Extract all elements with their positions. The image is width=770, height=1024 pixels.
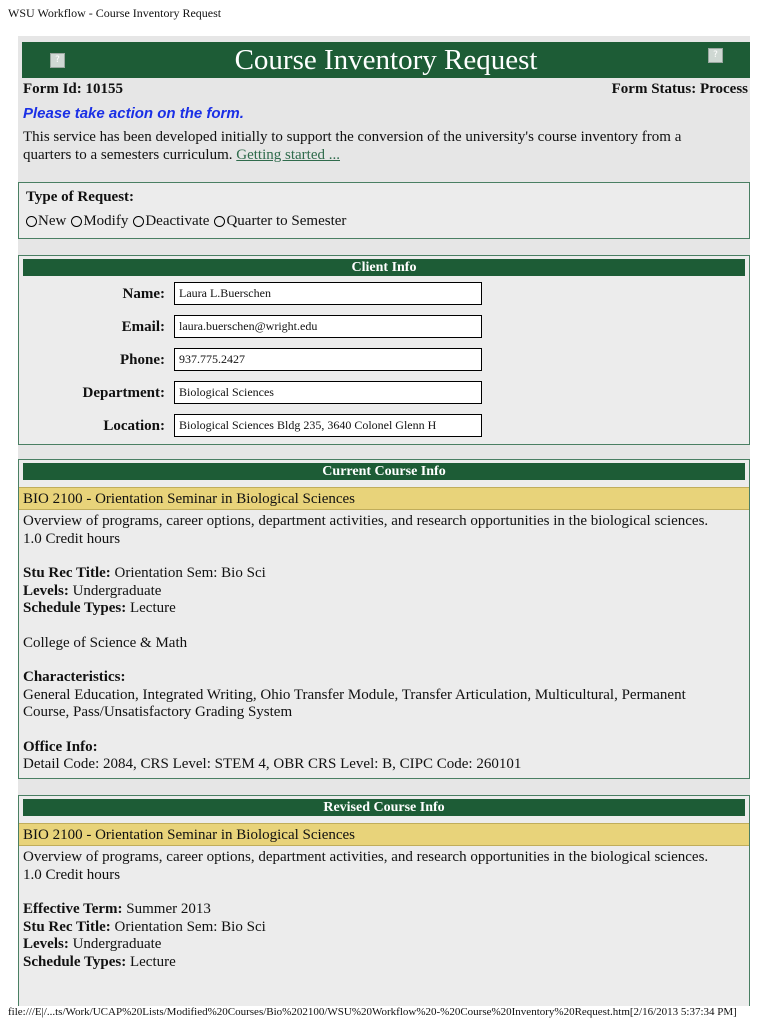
characteristics-value: General Education, Integrated Writing, Ohio Transfer Module, Transfer Articulation, Multicultural, Permanent Course, Pass/Unsatisfactory Grading System bbox=[23, 686, 686, 720]
revised-course-details bbox=[23, 849, 733, 971]
phone-field[interactable] bbox=[174, 348, 482, 371]
levels-line bbox=[23, 583, 733, 601]
credit-hours: 1.0 Credit hours bbox=[23, 866, 121, 883]
schedule-types-value: Lecture bbox=[129, 953, 176, 970]
stu-rec-title-line bbox=[23, 919, 733, 937]
client-row-phone bbox=[19, 347, 749, 371]
name-field[interactable] bbox=[174, 282, 482, 305]
revised-course-header: Revised Course Info bbox=[23, 799, 745, 816]
browser-tab-title: WSU Workflow - Course Inventory Request bbox=[8, 6, 222, 20]
radio-quarter-to-semester[interactable] bbox=[214, 213, 346, 230]
client-info-header: Client Info bbox=[23, 259, 745, 276]
request-type-options bbox=[26, 213, 346, 230]
schedule-types-label: Schedule Types: bbox=[23, 600, 127, 616]
name-label: Name: bbox=[122, 286, 165, 302]
client-row-email bbox=[19, 314, 749, 338]
stu-rec-title-line bbox=[23, 565, 733, 583]
schedule-types-line bbox=[23, 954, 733, 972]
revised-course-title: BIO 2100 - Orientation Seminar in Biological Sciences bbox=[19, 823, 749, 846]
header-banner bbox=[22, 42, 750, 78]
current-course-panel bbox=[18, 459, 750, 779]
levels-label: Levels: bbox=[23, 582, 69, 599]
revised-course-panel bbox=[18, 795, 750, 1006]
department-label: Department: bbox=[82, 385, 165, 401]
location-label: Location: bbox=[103, 418, 165, 434]
form-status: Form Status: Process bbox=[611, 81, 748, 97]
intro-text bbox=[23, 128, 723, 164]
client-row-name bbox=[19, 281, 749, 305]
request-type-label: Type of Request: bbox=[26, 189, 135, 205]
getting-started-link[interactable]: Getting started ... bbox=[236, 147, 340, 163]
radio-modify[interactable] bbox=[71, 213, 128, 230]
current-course-title: BIO 2100 - Orientation Seminar in Biological Sciences bbox=[19, 487, 749, 510]
radio-circle-icon[interactable] bbox=[133, 216, 144, 227]
office-info-value: Detail Code: 2084, CRS Level: STEM 4, OBR CRS Level: B, CIPC Code: 260101 bbox=[23, 756, 522, 772]
radio-deactivate[interactable] bbox=[133, 213, 209, 230]
college-name: College of Science & Math bbox=[23, 634, 188, 651]
radio-new-label: New bbox=[38, 213, 67, 229]
help-icon[interactable]: ? bbox=[708, 48, 723, 63]
levels-value: Undergraduate bbox=[72, 936, 162, 952]
schedule-types-label: Schedule Types: bbox=[23, 953, 127, 970]
intro-description: This service has been developed initially to support the conversion of the university's course inventory from a quarters to a semesters curriculum. bbox=[23, 129, 682, 163]
location-field[interactable] bbox=[174, 414, 482, 437]
course-description: Overview of programs, career options, department activities, and research opportunities in the biological sciences. bbox=[23, 513, 709, 529]
effective-term-line bbox=[23, 901, 733, 919]
characteristics-label: Characteristics: bbox=[23, 669, 126, 685]
effective-term-value: Summer 2013 bbox=[126, 901, 211, 917]
file-path-footer: file:///E|/...ts/Work/UCAP%20Lists/Modified%20Courses/Bio%202100/WSU%20Workflow%20-%20Course%20Inventory%20Request.htm[2/16/2013 5:37:34 PM] bbox=[8, 1006, 737, 1018]
radio-new[interactable] bbox=[26, 213, 66, 230]
department-field[interactable] bbox=[174, 381, 482, 404]
page-title: Course Inventory Request bbox=[234, 44, 538, 76]
office-info-label: Office Info: bbox=[23, 738, 98, 755]
effective-term-label: Effective Term: bbox=[23, 901, 123, 917]
schedule-types-value: Lecture bbox=[129, 600, 176, 616]
client-row-department bbox=[19, 380, 749, 404]
radio-circle-icon[interactable] bbox=[71, 216, 82, 227]
action-message: Please take action on the form. bbox=[23, 105, 244, 122]
stu-rec-title-value: Orientation Sem: Bio Sci bbox=[114, 565, 266, 581]
stu-rec-title-label: Stu Rec Title: bbox=[23, 918, 111, 935]
radio-deactivate-label: Deactivate bbox=[145, 213, 210, 229]
request-type-panel bbox=[18, 182, 750, 239]
course-description: Overview of programs, career options, department activities, and research opportunities in the biological sciences. bbox=[23, 849, 709, 865]
client-info-panel bbox=[18, 255, 750, 445]
schedule-types-line bbox=[23, 600, 733, 618]
radio-circle-icon[interactable] bbox=[214, 216, 225, 227]
help-icon[interactable]: ? bbox=[50, 53, 65, 68]
radio-modify-label: Modify bbox=[83, 213, 129, 229]
stu-rec-title-value: Orientation Sem: Bio Sci bbox=[114, 918, 266, 935]
levels-label: Levels: bbox=[23, 936, 69, 952]
email-label: Email: bbox=[121, 319, 165, 335]
client-row-location bbox=[19, 413, 749, 437]
email-field[interactable] bbox=[174, 315, 482, 338]
radio-circle-icon[interactable] bbox=[26, 216, 37, 227]
credit-hours: 1.0 Credit hours bbox=[23, 530, 121, 547]
levels-line bbox=[23, 936, 733, 954]
current-course-header: Current Course Info bbox=[23, 463, 745, 480]
levels-value: Undergraduate bbox=[72, 582, 162, 599]
phone-label: Phone: bbox=[120, 352, 165, 368]
form-id: Form Id: 10155 bbox=[23, 81, 123, 97]
current-course-details bbox=[23, 513, 733, 774]
radio-quarter-to-semester-label: Quarter to Semester bbox=[226, 213, 347, 229]
stu-rec-title-label: Stu Rec Title: bbox=[23, 565, 111, 581]
form-page bbox=[18, 36, 750, 980]
